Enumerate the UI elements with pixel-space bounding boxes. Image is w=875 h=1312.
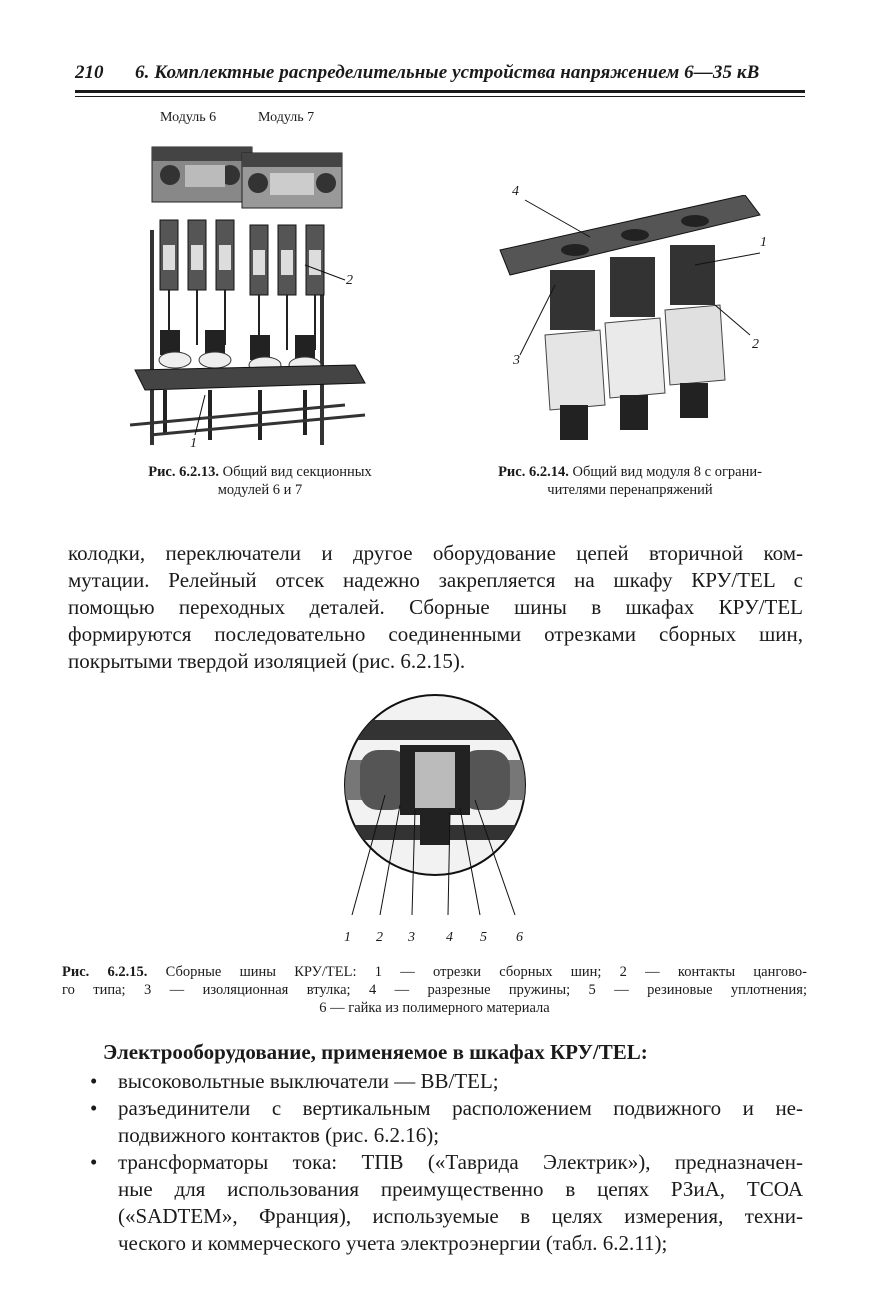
list-item	[88, 1095, 803, 1149]
list-item-line: высоковольтные выключатели — BB/TEL;	[118, 1069, 499, 1093]
list-item-line: трансформаторы тока: ТПВ («Таврида Электрик»), предназначен-	[118, 1150, 803, 1174]
bullet-symbol: •	[90, 1069, 98, 1093]
callout-3-fig14: 3	[513, 353, 520, 368]
callout-3-fig15: 3	[408, 930, 415, 945]
running-head: 6. Комплектные распределительные устройства напряжением 6—35 кВ	[135, 62, 760, 83]
header-rule-thick	[75, 90, 805, 93]
list-item-line: ческого и коммерческого учета электроэнергии (табл. 6.2.11);	[118, 1231, 668, 1255]
section-title: Электрооборудование, применяемое в шкафах КРУ/TEL:	[103, 1040, 648, 1064]
caption-fig-6-2-14-line1: Общий вид модуля 8 с ограни-	[572, 464, 762, 480]
figure-module-8-surge-arresters-image	[495, 195, 770, 455]
callout-1-fig15: 1	[344, 930, 351, 945]
body-line: колодки, переключатели и другое оборудование цепей вторичной ком-	[68, 541, 803, 565]
caption-fig-6-2-15-line1: Сборные шины КРУ/TEL: 1 — отрезки сборных шин; 2 — контакты цангово-	[165, 964, 807, 980]
list-item	[88, 1068, 803, 1095]
caption-fig-6-2-15-line3: 6 — гайка из полимерного материала	[319, 1000, 550, 1016]
equipment-list	[88, 1068, 803, 1257]
list-item-line: подвижного контактов (рис. 6.2.16);	[118, 1123, 440, 1147]
caption-fig-6-2-13	[115, 463, 405, 499]
callout-4-fig14: 4	[512, 184, 519, 199]
body-line: мутации. Релейный отсек надежно закрепляется на шкафу КРУ/TEL с	[68, 568, 803, 592]
list-item-line: разъединители с вертикальным расположением подвижного и не-	[118, 1096, 803, 1120]
body-paragraph	[68, 540, 803, 675]
caption-fig-6-2-13-line1: Общий вид секционных	[222, 464, 372, 480]
caption-fig-6-2-13-label: Рис. 6.2.13.	[148, 464, 219, 480]
page-number: 210	[75, 62, 104, 83]
caption-fig-6-2-15-line2: го типа; 3 — изоляционная втулка; 4 — разрезные пружины; 5 — резиновые уплотнения;	[62, 982, 807, 998]
callout-2-fig15: 2	[376, 930, 383, 945]
callout-4-fig15: 4	[446, 930, 453, 945]
figure-busbars-image	[330, 690, 540, 920]
list-item	[88, 1149, 803, 1257]
body-line: формируются последовательно соединенными отрезками сборных шин,	[68, 622, 803, 646]
list-item-line: ные для использования преимущественно в цепях РЗиА, ТСОА	[118, 1177, 803, 1201]
callout-1-fig14: 1	[760, 235, 767, 250]
callout-1-fig13: 1	[190, 436, 197, 451]
page-header	[75, 58, 805, 88]
caption-fig-6-2-14	[455, 463, 805, 499]
callout-2-fig13: 2	[346, 273, 353, 288]
caption-fig-6-2-13-line2: модулей 6 и 7	[217, 482, 303, 498]
caption-fig-6-2-15-label: Рис. 6.2.15.	[62, 964, 148, 980]
body-line: покрытыми твердой изоляцией (рис. 6.2.15).	[68, 649, 466, 673]
caption-fig-6-2-14-label: Рис. 6.2.14.	[498, 464, 569, 480]
caption-fig-6-2-14-line2: чителями перенапряжений	[547, 482, 713, 498]
header-rule-thin	[75, 96, 805, 97]
figure-sectional-modules-image	[130, 135, 370, 455]
label-module-7: Модуль 7	[258, 110, 315, 125]
callout-2-fig14: 2	[752, 337, 759, 352]
label-module-6: Модуль 6	[160, 110, 217, 125]
list-item-line: («SADTEM», Франция), используемые в целях измерения, техни-	[118, 1204, 803, 1228]
bullet-symbol: •	[90, 1096, 98, 1120]
body-line: помощью переходных деталей. Сборные шины в шкафах КРУ/TEL	[68, 595, 803, 619]
callout-6-fig15: 6	[516, 930, 523, 945]
callout-5-fig15: 5	[480, 930, 487, 945]
bullet-symbol: •	[90, 1150, 98, 1174]
caption-fig-6-2-15	[62, 963, 807, 1017]
